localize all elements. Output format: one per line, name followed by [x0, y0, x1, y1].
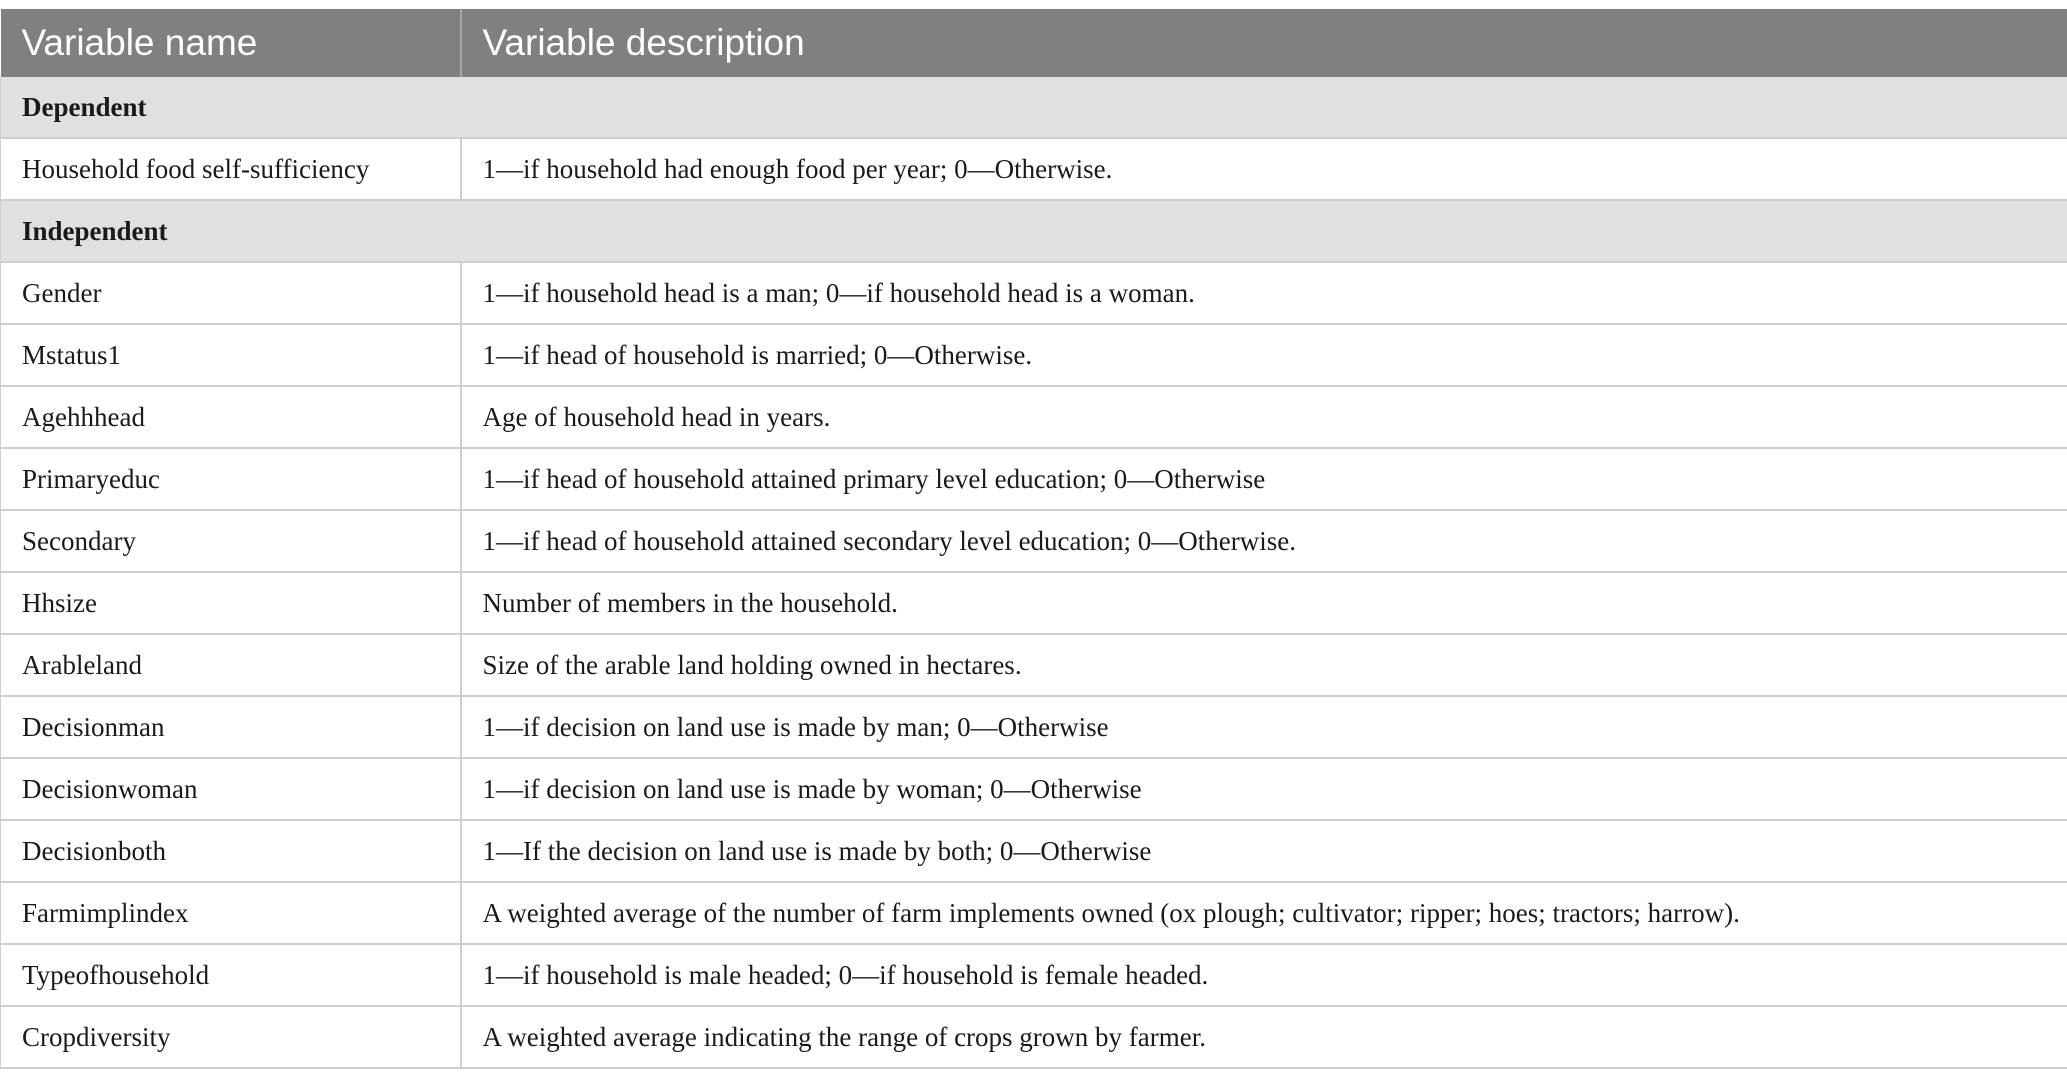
variable-name-cell: Typeofhousehold	[1, 944, 461, 1006]
section-title: Independent	[1, 200, 2067, 262]
variable-name-cell: Gender	[1, 262, 461, 324]
variable-name-cell: Mstatus1	[1, 324, 461, 386]
table-row	[1, 510, 2067, 572]
table-row	[1, 634, 2067, 696]
variable-description-cell: 1—If the decision on land use is made by both; 0—Otherwise	[461, 820, 2067, 882]
variable-name-cell: Decisionboth	[1, 820, 461, 882]
table-row	[1, 882, 2067, 944]
variable-name-cell: Decisionwoman	[1, 758, 461, 820]
table-row	[1, 262, 2067, 324]
variable-description-cell: 1—if household had enough food per year; 0—Otherwise.	[461, 138, 2067, 200]
table-row	[1, 820, 2067, 882]
table-row	[1, 1006, 2067, 1068]
section-row-independent	[1, 200, 2067, 262]
variable-description-cell: 1—if decision on land use is made by man; 0—Otherwise	[461, 696, 2067, 758]
column-header-variable-name: Variable name	[1, 9, 461, 77]
variable-name-cell: Farmimplindex	[1, 882, 461, 944]
variable-description-cell: 1—if head of household attained primary level education; 0—Otherwise	[461, 448, 2067, 510]
variable-description-cell: 1—if head of household attained secondary level education; 0—Otherwise.	[461, 510, 2067, 572]
variable-name-cell: Secondary	[1, 510, 461, 572]
column-header-variable-description: Variable description	[461, 9, 2067, 77]
variable-description-cell: 1—if decision on land use is made by woman; 0—Otherwise	[461, 758, 2067, 820]
variable-description-cell: 1—if household is male headed; 0—if household is female headed.	[461, 944, 2067, 1006]
variable-description-cell: A weighted average of the number of farm implements owned (ox plough; cultivator; ripper; hoes; tractors; harrow).	[461, 882, 2067, 944]
variable-description-cell: Age of household head in years.	[461, 386, 2067, 448]
table-row	[1, 696, 2067, 758]
variable-table	[0, 9, 2067, 1069]
table-row	[1, 386, 2067, 448]
variable-name-cell: Cropdiversity	[1, 1006, 461, 1068]
table-header-row	[1, 9, 2067, 77]
table-row	[1, 758, 2067, 820]
variable-description-cell: 1—if head of household is married; 0—Otherwise.	[461, 324, 2067, 386]
variable-name-cell: Arableland	[1, 634, 461, 696]
variable-name-cell: Primaryeduc	[1, 448, 461, 510]
variable-name-cell: Household food self-sufficiency	[1, 138, 461, 200]
table-row	[1, 572, 2067, 634]
variable-description-cell: A weighted average indicating the range of crops grown by farmer.	[461, 1006, 2067, 1068]
section-title: Dependent	[1, 77, 2067, 138]
table-row	[1, 448, 2067, 510]
section-row-dependent	[1, 77, 2067, 138]
variable-description-cell: Size of the arable land holding owned in hectares.	[461, 634, 2067, 696]
table-row	[1, 138, 2067, 200]
table-row	[1, 944, 2067, 1006]
variable-description-cell: 1—if household head is a man; 0—if household head is a woman.	[461, 262, 2067, 324]
variable-description-cell: Number of members in the household.	[461, 572, 2067, 634]
variable-name-cell: Hhsize	[1, 572, 461, 634]
variable-name-cell: Decisionman	[1, 696, 461, 758]
variable-name-cell: Agehhhead	[1, 386, 461, 448]
variable-table-container	[0, 9, 2067, 1069]
table-row	[1, 324, 2067, 386]
